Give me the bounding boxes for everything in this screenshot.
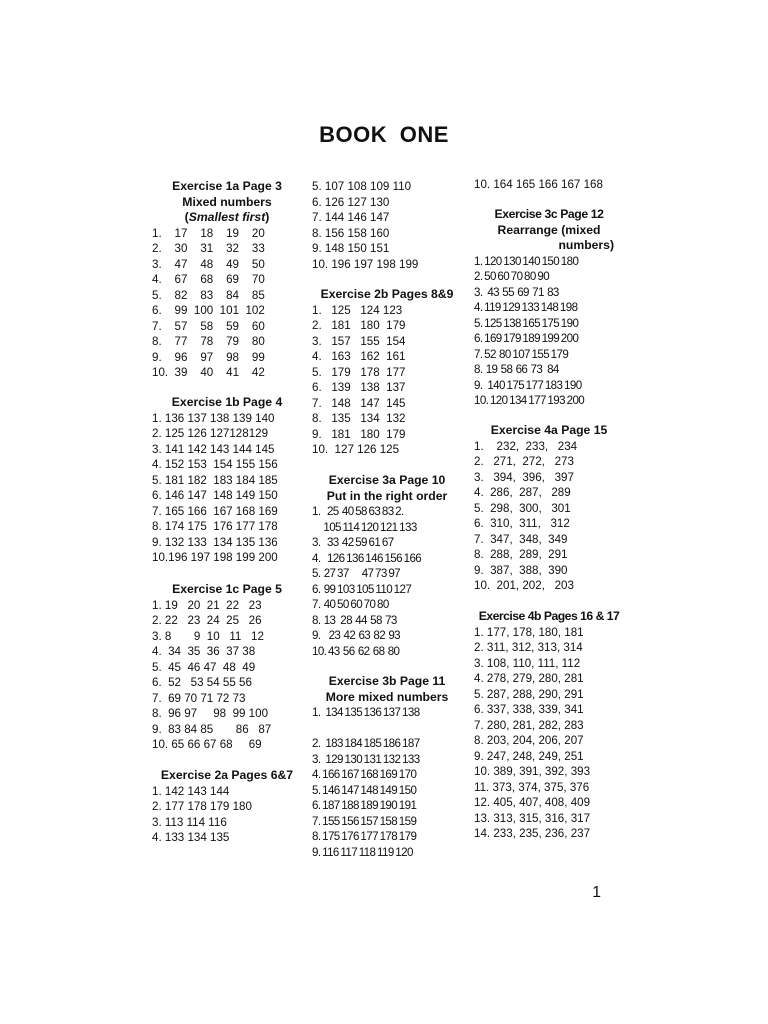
answer-line: 3. 129 130 131 132 133 <box>312 752 420 766</box>
answer-line: 8. 135 134 132 <box>312 412 406 425</box>
answer-line: 3. 394, 396, 397 <box>474 470 574 484</box>
answer-line: 1. 134 135 136 137 138 <box>312 706 420 719</box>
answer-line: 1. 136 137 138 139 140 <box>152 411 275 425</box>
answer-line: 6. 139 138 137 <box>312 381 406 394</box>
answer-lines <box>474 254 624 409</box>
answer-line: 105 114 120 121 133 <box>312 520 417 534</box>
answer-line: 6. 337, 338, 339, 341 <box>474 703 584 716</box>
answer-line: 8. 19 58 66 73 84 <box>474 363 559 376</box>
answer-line: 3. 33 42 59 61 67 <box>312 536 394 549</box>
answer-line: 12. 405, 407, 408, 409 <box>474 796 591 809</box>
answer-line: 10. 127 126 125 <box>312 443 400 456</box>
answer-line: 5. 146 147 148 149 150 <box>312 783 417 797</box>
answer-line: 10.196 197 198 199 200 <box>152 551 278 564</box>
answer-line: 7. 148 147 145 <box>312 396 406 410</box>
exercise-heading: Exercise 2a Pages 6&7 <box>160 768 294 782</box>
answer-line: 4. 166 167 168 169 170 <box>312 768 417 781</box>
answer-line: 6. 187 188 189 190 191 <box>312 799 417 812</box>
answer-line: 8. 156 158 160 <box>312 226 390 240</box>
answer-line: 1. 232, 233, 234 <box>474 439 578 453</box>
answer-line <box>312 721 462 737</box>
answer-line: 8. 174 175 176 177 178 <box>152 520 278 533</box>
exercise-heading: Exercise 3c Page 12 Rearrange (mixed numbers) <box>474 207 624 254</box>
answer-lines <box>474 439 624 594</box>
answer-line: 9. 96 97 98 99 <box>152 350 265 364</box>
exercise-heading: Exercise 1b Page 4 <box>171 395 283 409</box>
answer-line: 4. 163 162 161 <box>312 350 406 363</box>
exercise-heading: Exercise 4a Page 15 <box>490 423 608 437</box>
answer-line: 7. 144 146 147 <box>312 211 390 224</box>
exercise-block <box>474 423 624 594</box>
answer-line: 4. 286, 287, 289 <box>474 486 571 499</box>
answer-line: 2. 125 126 127128129 <box>152 427 269 440</box>
answer-line: 9. 387, 388, 390 <box>474 563 568 577</box>
answer-line: 3. 47 48 49 50 <box>152 257 265 271</box>
answer-lines <box>312 504 462 659</box>
answer-line: 8. 203, 204, 206, 207 <box>474 734 584 747</box>
answer-line: 9. 247, 248, 249, 251 <box>474 749 584 763</box>
answer-line: 6. 169 179 189 199 200 <box>474 332 579 345</box>
exercise-block <box>312 674 462 860</box>
answer-line: 5. 298, 300, 301 <box>474 501 571 515</box>
exercise-subheading: numbers) <box>558 238 614 252</box>
answer-line: 10. 39 40 41 42 <box>152 366 265 379</box>
exercise-heading: Exercise 4b Pages 16 & 17 <box>478 609 620 623</box>
answer-line: 10. 196 197 198 199 <box>312 257 419 271</box>
answer-lines <box>474 177 624 193</box>
answer-line: 1. 19 20 21 22 23 <box>152 598 262 612</box>
exercise-block <box>152 582 302 753</box>
answer-line: 10. 65 66 67 68 69 <box>152 738 262 751</box>
answer-lines <box>474 625 624 842</box>
answer-line: 1. 17 18 19 20 <box>152 226 265 240</box>
answer-line: 10. 389, 391, 392, 393 <box>474 765 591 778</box>
exercise-subheading: (Smallest first) <box>184 210 270 224</box>
exercise-subheading: More mixed numbers <box>325 689 449 704</box>
answer-line: 6. 126 127 130 <box>312 195 390 209</box>
exercise-subheading: Rearrange (mixed <box>497 222 601 237</box>
answer-lines <box>152 598 302 753</box>
answer-line: 13. 313, 315, 316, 317 <box>474 811 591 825</box>
answer-line: 7. 69 70 71 72 73 <box>152 691 246 705</box>
answer-line: 1. 125 124 123 <box>312 303 403 317</box>
answer-line: 4. 34 35 36 37 38 <box>152 645 256 658</box>
answer-line: 3. 113 114 116 <box>152 815 227 829</box>
answer-line: 8. 288, 289, 291 <box>474 548 568 561</box>
answer-line: 5. 179 178 177 <box>312 365 406 379</box>
answer-line: 7. 347, 348, 349 <box>474 532 568 546</box>
answer-lines <box>152 226 302 381</box>
exercise-heading: Exercise 2b Pages 8&9 <box>320 287 454 301</box>
answer-line: 8. 13 28 44 58 73 <box>312 613 397 627</box>
answer-line: 7. 57 58 59 60 <box>152 319 265 333</box>
exercise-subheading: Put in the right order <box>326 488 448 503</box>
answer-line: 1. 120 130 140 150 180 <box>474 254 579 268</box>
exercise-heading: Exercise 3a Page 10 Put in the right order <box>312 473 462 504</box>
answer-lines <box>152 411 302 566</box>
answer-line: 9. 181 180 179 <box>312 427 406 441</box>
answer-line: 4. 126 136 146 156 166 <box>312 551 422 565</box>
page-number: 1 <box>592 884 601 901</box>
answer-line: 3. 43 55 69 71 83 <box>474 285 559 299</box>
answer-line: 10. 164 165 166 167 168 <box>474 178 603 191</box>
answer-line: 6. 99 103 105 110 127 <box>312 582 412 596</box>
answer-line: 5. 82 83 84 85 <box>152 288 265 302</box>
answer-line: 3. 108, 110, 111, 112 <box>474 656 581 670</box>
exercise-heading: Exercise 1a Page 3 Mixed numbers (Smallest first) <box>152 179 302 226</box>
answer-line: 4. 67 68 69 70 <box>152 273 265 286</box>
answer-line: 5. 181 182 183 184 185 <box>152 473 278 487</box>
answer-line: 7. 40 50 60 70 80 <box>312 598 389 611</box>
answer-line: 8. 77 78 79 80 <box>152 335 265 348</box>
answer-line: 1. 177, 178, 180, 181 <box>474 625 584 639</box>
answer-line: 9. 132 133 134 135 136 <box>152 535 278 549</box>
answer-line: 2. 183 184 185 186 187 <box>312 737 420 750</box>
answer-line: 1. 142 143 144 <box>152 784 230 798</box>
page-title: BOOK ONE <box>319 122 449 147</box>
answer-line: 7. 165 166 167 168 169 <box>152 504 278 518</box>
exercise-heading: Exercise 3b Page 11 More mixed numbers <box>312 674 462 705</box>
answer-lines <box>312 179 462 272</box>
exercise-subheading-italic: Smallest first <box>188 210 266 224</box>
answer-line: 9. 140 175 177 183 190 <box>474 378 582 392</box>
answer-line: 8. 96 97 98 99 100 <box>152 707 269 720</box>
answer-line: 9. 23 42 63 82 93 <box>312 629 401 642</box>
answer-line: 10. 120 134 177 193 200 <box>474 394 585 407</box>
answer-lines <box>152 784 302 846</box>
answer-line: 5. 45 46 47 48 49 <box>152 660 256 674</box>
answer-line: 3. 157 155 154 <box>312 334 406 348</box>
answer-line: 3. 8 9 10 11 12 <box>152 629 264 643</box>
exercise-block <box>152 768 302 846</box>
answer-lines <box>312 705 462 860</box>
exercise-heading: Exercise 1c Page 5 <box>172 582 282 596</box>
answer-line: 6. 52 53 54 55 56 <box>152 676 252 689</box>
answer-line: 9. 116 117 118 119 120 <box>312 845 413 859</box>
answer-line: 4. 278, 279, 280, 281 <box>474 672 584 685</box>
exercise-block <box>312 287 462 458</box>
answer-line: 5. 125 138 165 175 190 <box>474 316 579 330</box>
answer-line: 6. 310, 311, 312 <box>474 517 570 530</box>
answer-line: 5. 287, 288, 290, 291 <box>474 687 584 701</box>
exercise-block <box>474 609 624 842</box>
answer-line: 9. 83 84 85 86 87 <box>152 722 272 736</box>
answer-line: 4. 119 129 133 148 198 <box>474 301 578 314</box>
answer-line: 4. 152 153 154 155 156 <box>152 458 278 471</box>
answer-line: 4. 133 134 135 <box>152 831 230 844</box>
answer-line: 3. 141 142 143 144 145 <box>152 442 275 456</box>
answer-line: 7. 52 80 107 155 179 <box>474 347 569 361</box>
answer-line: 11. 373, 374, 375, 376 <box>474 780 590 794</box>
answer-line: 7. 280, 281, 282, 283 <box>474 718 584 732</box>
answer-line: 6. 99 100 101 102 <box>152 304 265 317</box>
exercise-block <box>474 207 624 409</box>
answer-line: 2. 271, 272, 273 <box>474 455 574 468</box>
answer-line: 10. 201, 202, 203 <box>474 579 574 592</box>
exercise-block <box>152 179 302 381</box>
answer-line: 2. 181 180 179 <box>312 319 406 332</box>
answer-line: 5. 107 108 109 110 <box>312 180 412 193</box>
answer-line: 8. 175 176 177 178 179 <box>312 830 417 843</box>
answer-line: 6. 146 147 148 149 150 <box>152 489 278 502</box>
answer-line: 2. 30 31 32 33 <box>152 242 265 255</box>
answer-line: 7. 155 156 157 158 159 <box>312 814 417 828</box>
answer-line: 2. 22 23 24 25 26 <box>152 614 262 627</box>
answer-line: 2. 311, 312, 313, 314 <box>474 641 583 654</box>
answer-line: 10. 43 56 62 68 80 <box>312 644 400 658</box>
exercise-block <box>474 177 624 193</box>
exercise-block <box>312 179 462 272</box>
answer-line: 14. 233, 235, 236, 237 <box>474 827 591 840</box>
exercise-block <box>152 395 302 566</box>
exercise-subheading: Mixed numbers <box>182 194 272 209</box>
answer-line: 9. 148 150 151 <box>312 242 390 255</box>
answer-lines <box>312 303 462 458</box>
answer-line: 5. 27 37 47 73 97 <box>312 567 401 580</box>
answer-line: 1. 25 40 58 63 83 2. <box>312 505 404 518</box>
answer-line: 2. 50 60 70 80 90 <box>474 270 550 283</box>
exercise-block <box>312 473 462 659</box>
answer-line: 2. 177 178 179 180 <box>152 800 252 813</box>
